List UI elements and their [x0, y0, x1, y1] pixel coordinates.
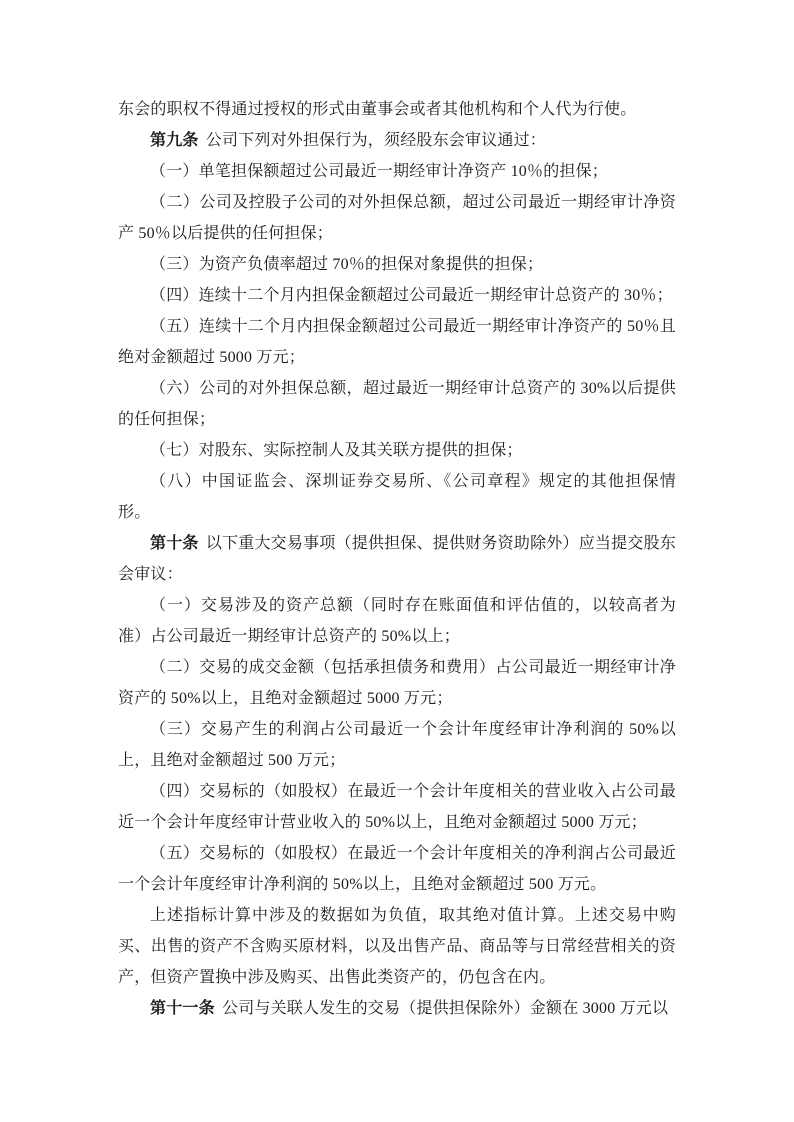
paragraph-text: 公司下列对外担保行为，须经股东会审议通过：	[205, 132, 546, 149]
paragraph-text: （五）连续十二个月内担保金额超过公司最近一期经审计净资产的 50％且绝对金额超过 5000 万元；	[118, 318, 676, 366]
document-body	[118, 94, 676, 1024]
paragraph	[118, 590, 676, 652]
paragraph-text: （一）单笔担保额超过公司最近一期经审计净资产 10％的担保；	[150, 163, 609, 180]
article-label: 第十一条	[150, 1000, 215, 1017]
paragraph-text: （四）连续十二个月内担保金额超过公司最近一期经审计总资产的 30％；	[150, 287, 673, 304]
paragraph	[118, 652, 676, 714]
paragraph-text: （八）中国证监会、深圳证券交易所、《公司章程》规定的其他担保情形。	[118, 473, 676, 521]
paragraph	[118, 435, 676, 466]
paragraph	[118, 187, 676, 249]
paragraph-text: （一）交易涉及的资产总额（同时存在账面值和评估值的，以较高者为准）占公司最近一期经审计总资产的 50%以上；	[118, 597, 676, 645]
paragraph	[118, 714, 676, 776]
paragraph	[118, 900, 676, 993]
paragraph-text: （三）为资产负债率超过 70％的担保对象提供的担保；	[150, 256, 544, 273]
paragraph-text: （五）交易标的（如股权）在最近一个会计年度相关的净利润占公司最近一个会计年度经审计净利润的 50%以上，且绝对金额超过 500 万元。	[118, 845, 676, 893]
paragraph-text: 公司与关联人发生的交易（提供担保除外）金额在 3000 万元以	[222, 1000, 669, 1017]
paragraph	[118, 466, 676, 528]
article-label: 第十条	[150, 535, 199, 552]
paragraph	[118, 280, 676, 311]
paragraph-text: （四）交易标的（如股权）在最近一个会计年度相关的营业收入占公司最近一个会计年度经审计营业收入的 50%以上，且绝对金额超过 5000 万元；	[118, 783, 676, 831]
paragraph-text: 以下重大交易事项（提供担保、提供财务资助除外）应当提交股东会审议：	[118, 535, 676, 583]
paragraph	[118, 249, 676, 280]
article-label: 第九条	[150, 132, 199, 149]
paragraph	[118, 528, 676, 590]
paragraph	[118, 776, 676, 838]
paragraph-text: 上述指标计算中涉及的数据如为负值，取其绝对值计算。上述交易中购买、出售的资产不含购买原材料，以及出售产品、商品等与日常经营相关的资产，但资产置换中涉及购买、出售此类资产的，仍包含在内。	[118, 907, 676, 986]
paragraph-text: 东会的职权不得通过授权的形式由董事会或者其他机构和个人代为行使。	[118, 101, 637, 118]
paragraph-text: （三）交易产生的利润占公司最近一个会计年度经审计净利润的 50%以上，且绝对金额超过 500 万元；	[118, 721, 676, 769]
paragraph	[118, 311, 676, 373]
paragraph-text: （七）对股东、实际控制人及其关联方提供的担保；	[150, 442, 523, 459]
paragraph	[118, 125, 676, 156]
paragraph	[118, 94, 676, 125]
paragraph-text: （六）公司的对外担保总额，超过最近一期经审计总资产的 30%以后提供的任何担保；	[118, 380, 676, 428]
paragraph-text: （二）公司及控股子公司的对外担保总额，超过公司最近一期经审计净资产 50％以后提供的任何担保；	[118, 194, 676, 242]
paragraph-text: （二）交易的成交金额（包括承担债务和费用）占公司最近一期经审计净资产的 50%以上，且绝对金额超过 5000 万元；	[118, 659, 676, 707]
paragraph	[118, 156, 676, 187]
paragraph	[118, 993, 676, 1024]
paragraph	[118, 838, 676, 900]
paragraph	[118, 373, 676, 435]
